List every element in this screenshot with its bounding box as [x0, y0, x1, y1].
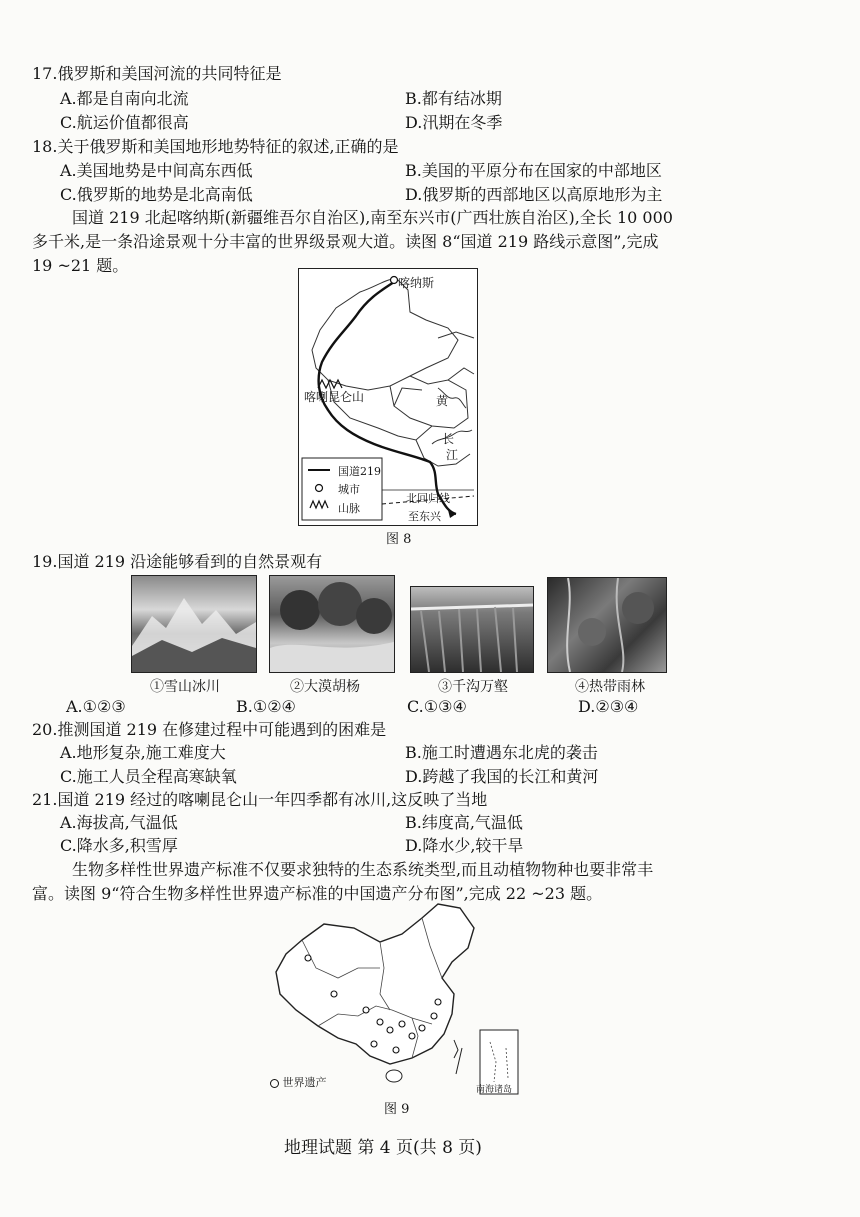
- q17-option-a: A.都是自南向北流: [60, 89, 189, 108]
- q19-option-b: B.①②④: [236, 697, 296, 716]
- intro2-line2: 富。读图 9“符合生物多样性世界遗产标准的中国遗产分布图”,完成 22 ~23 题。: [32, 884, 603, 903]
- q21-option-b: B.纬度高,气温低: [405, 813, 523, 832]
- q17-option-c: C.航运价值都很高: [60, 113, 189, 132]
- fig8-label-jiang: 江: [446, 448, 459, 462]
- fig9-legend-label: 世界遗产: [282, 1076, 327, 1089]
- photo-rainforest: [547, 577, 667, 673]
- figure-8-map: [298, 268, 478, 526]
- q20-option-b: B.施工时遭遇东北虎的袭击: [405, 743, 598, 762]
- intro1-line2: 多千米,是一条沿途景观十分丰富的世界级景观大道。读图 8“国道 219 路线示意图”,完成: [32, 232, 659, 251]
- q19-stem: 19.国道 219 沿途能够看到的自然景观有: [32, 552, 323, 571]
- fig9-legend: [270, 1074, 327, 1090]
- photo-caption-1: ①雪山冰川: [150, 679, 220, 695]
- q20-option-d: D.跨越了我国的长江和黄河: [405, 767, 599, 786]
- q18-option-a: A.美国地势是中间高东西低: [60, 161, 253, 180]
- fig8-legend-road: 国道219: [338, 465, 381, 478]
- q18-option-d: D.俄罗斯的西部地区以高原地形为主: [405, 185, 663, 204]
- q18-stem: 18.关于俄罗斯和美国地形地势特征的叙述,正确的是: [32, 137, 399, 156]
- photo-gullies: [410, 586, 534, 673]
- q19-option-d: D.②③④: [578, 697, 639, 716]
- q17-stem: 17.俄罗斯和美国河流的共同特征是: [32, 64, 282, 83]
- photo-caption-3: ③千沟万壑: [438, 679, 508, 695]
- q20-stem: 20.推测国道 219 在修建过程中可能遇到的困难是: [32, 720, 387, 739]
- fig8-legend-city: 城市: [338, 483, 360, 496]
- q20-option-a: A.地形复杂,施工难度大: [60, 743, 226, 762]
- fig9-inset-label: 南海诸岛: [476, 1085, 513, 1095]
- fig8-label-chang: 长: [442, 432, 455, 446]
- fig8-label-dongxing: 至东兴: [408, 510, 441, 523]
- q19-option-a: A.①②③: [66, 697, 126, 716]
- q18-option-c: C.俄罗斯的地势是北高南低: [60, 185, 253, 204]
- intro1-line1: 国道 219 北起喀纳斯(新疆维吾尔自治区),南至东兴市(广西壮族自治区),全长 10 000: [72, 208, 673, 227]
- figure-9-map: [262, 898, 532, 1098]
- photo-snow-glacier: [131, 575, 257, 673]
- fig8-legend-mountain: 山脉: [338, 502, 360, 515]
- fig8-label-tropic: 北回归线: [406, 492, 450, 505]
- q21-option-a: A.海拔高,气温低: [60, 813, 178, 832]
- heritage-site-icon: [270, 1079, 279, 1088]
- photo-caption-2: ②大漠胡杨: [290, 679, 360, 695]
- intro1-line3: 19 ~21 题。: [32, 256, 129, 275]
- fig9-caption: 图 9: [384, 1102, 410, 1117]
- q21-option-c: C.降水多,积雪厚: [60, 836, 178, 855]
- fig8-label-karakoram: 喀喇昆仑山: [304, 390, 365, 404]
- q21-option-d: D.降水少,较干旱: [405, 836, 524, 855]
- photo-desert-poplar: [269, 575, 395, 673]
- q19-option-c: C.①③④: [407, 697, 467, 716]
- fig8-label-kanas: 喀纳斯: [398, 276, 435, 290]
- fig8-label-huang: 黄: [436, 394, 449, 408]
- q21-stem: 21.国道 219 经过的喀喇昆仑山一年四季都有冰川,这反映了当地: [32, 790, 488, 809]
- q18-option-b: B.美国的平原分布在国家的中部地区: [405, 161, 662, 180]
- intro2-line1: 生物多样性世界遗产标准不仅要求独特的生态系统类型,而且动植物物种也要非常丰: [72, 860, 654, 879]
- page-footer: 地理试题 第 4 页(共 8 页): [284, 1138, 482, 1158]
- q17-option-b: B.都有结冰期: [405, 89, 502, 108]
- q17-option-d: D.汛期在冬季: [405, 113, 503, 132]
- photo-caption-4: ④热带雨林: [575, 679, 645, 695]
- fig8-caption: 图 8: [386, 532, 412, 547]
- q20-option-c: C.施工人员全程高寒缺氧: [60, 767, 237, 786]
